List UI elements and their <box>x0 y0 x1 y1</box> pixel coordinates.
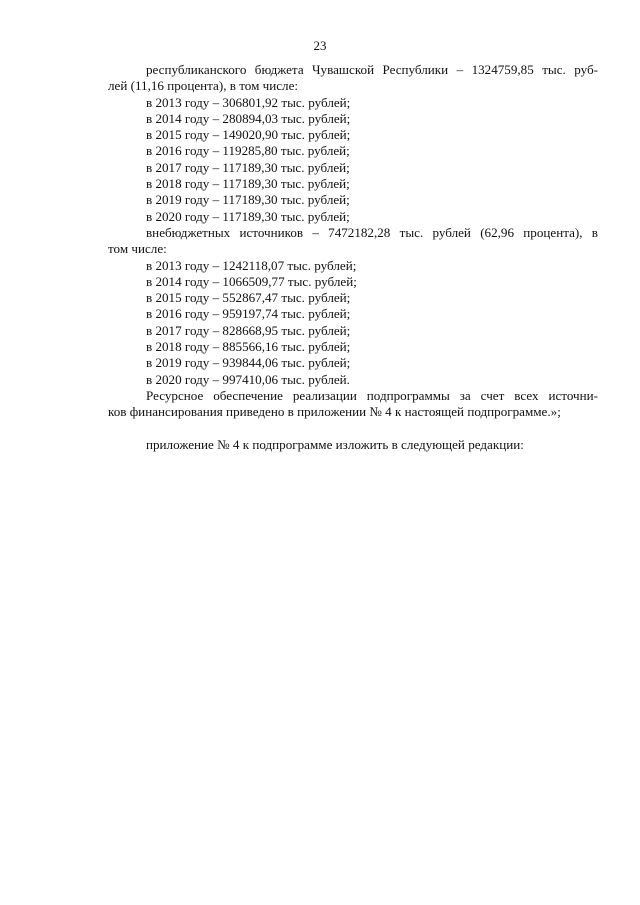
text-line: приложение № 4 к подпрограмме изложить в следующей редакции: <box>146 436 524 452</box>
list-item: в 2018 году – 885566,16 тыс. рублей; <box>146 339 351 355</box>
page-number: 23 <box>313 38 327 53</box>
list-item: в 2014 году – 1066509,77 тыс. рублей; <box>146 273 357 289</box>
list-item: в 2017 году – 117189,30 тыс. рублей; <box>146 159 350 175</box>
list-item: в 2015 году – 149020,90 тыс. рублей; <box>146 127 351 143</box>
list-item: в 2016 году – 959197,74 тыс. рублей; <box>146 306 351 322</box>
text-line: внебюджетных источников – 7472182,28 тыс. рублей (62,96 процента), в <box>146 224 598 240</box>
list-item: в 2017 году – 828668,95 тыс. рублей; <box>146 322 351 338</box>
list-item: в 2013 году – 1242118,07 тыс. рублей; <box>146 257 357 273</box>
list-item: в 2013 году – 306801,92 тыс. рублей; <box>146 94 351 110</box>
list-item: в 2015 году – 552867,47 тыс. рублей; <box>146 290 351 306</box>
list-item: в 2020 году – 117189,30 тыс. рублей; <box>146 208 350 224</box>
text-line: республиканского бюджета Чувашской Республики – 1324759,85 тыс. руб- <box>146 62 598 77</box>
list-item: в 2014 году – 280894,03 тыс. рублей; <box>146 110 351 126</box>
list-item: в 2018 году – 117189,30 тыс. рублей; <box>146 176 350 192</box>
paragraph-gap <box>108 421 598 437</box>
list-item: в 2016 году – 119285,80 тыс. рублей; <box>146 143 350 159</box>
text-line: том числе: <box>108 241 167 257</box>
text-line: ков финансирования приведено в приложении № 4 к настоящей подпрограмме.»; <box>108 404 561 420</box>
list-item: в 2019 году – 117189,30 тыс. рублей; <box>146 192 350 208</box>
list-item: в 2020 году – 997410,06 тыс. рублей. <box>146 371 350 387</box>
document-body <box>108 62 598 453</box>
list-item: в 2019 году – 939844,06 тыс. рублей; <box>146 355 351 371</box>
text-line: лей (11,16 процента), в том числе: <box>108 78 299 94</box>
text-line: Ресурсное обеспечение реализации подпрограммы за счет всех источни- <box>146 387 598 403</box>
